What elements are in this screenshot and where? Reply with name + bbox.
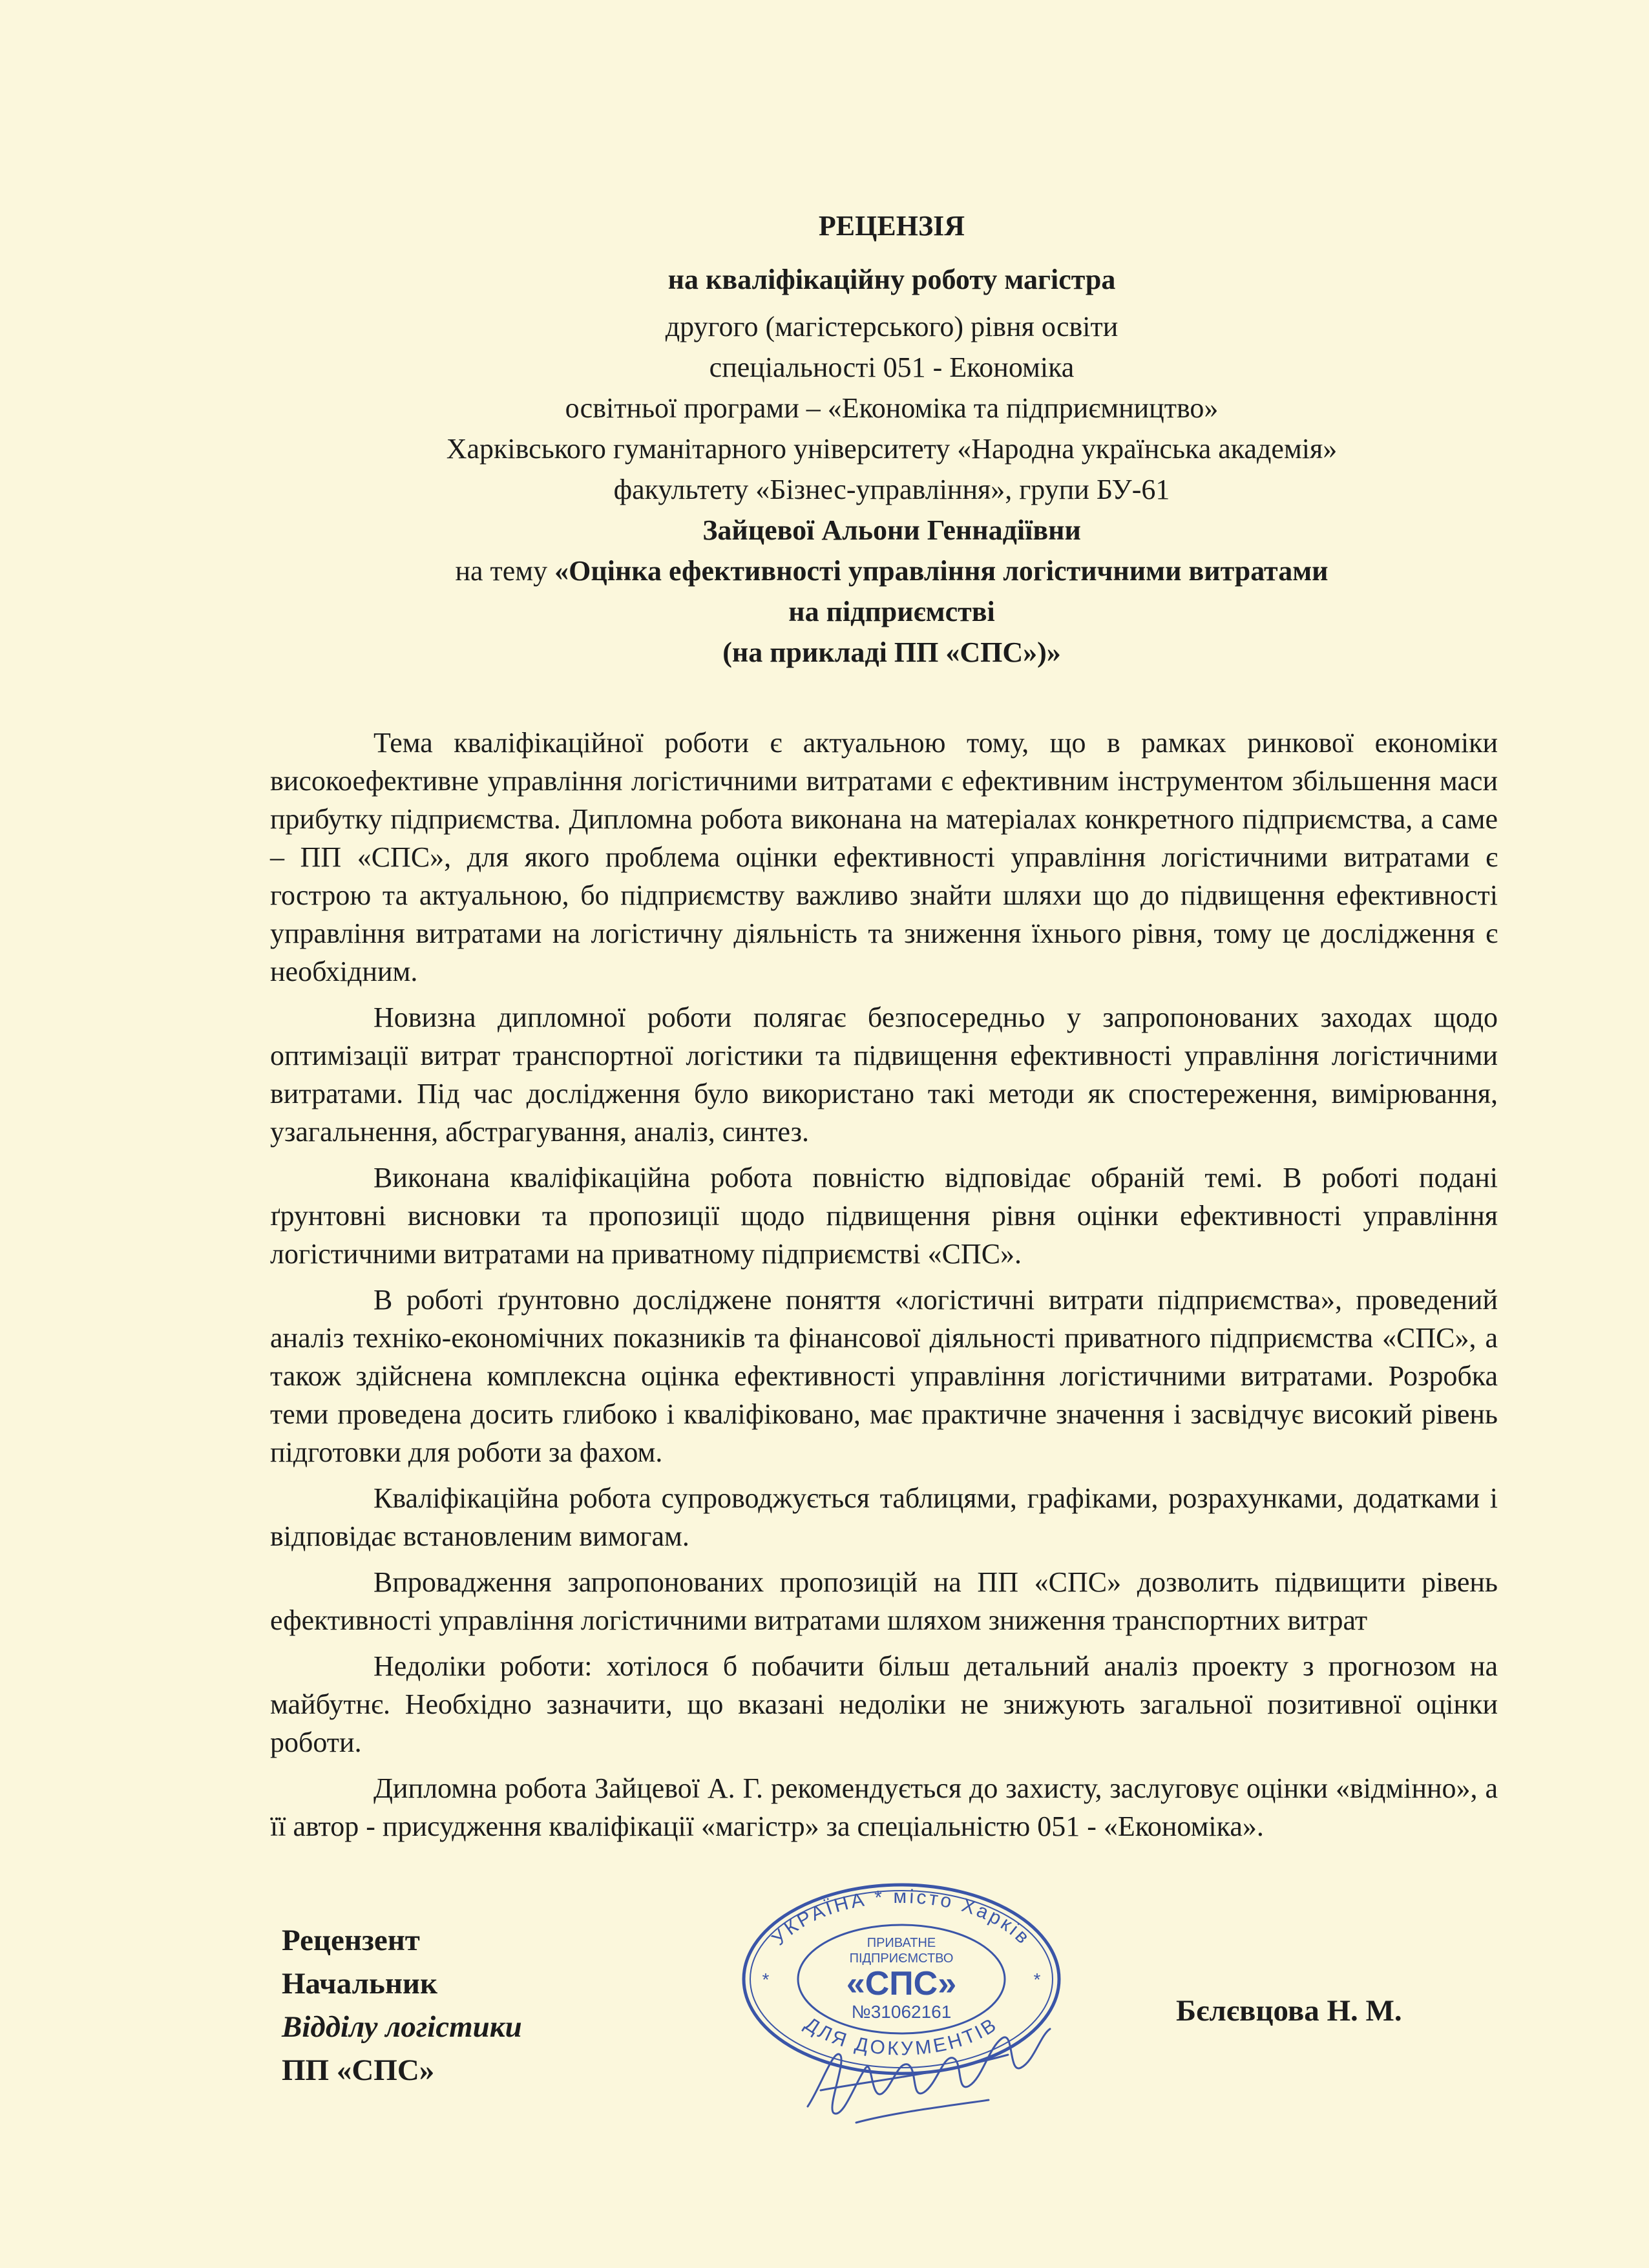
- header-line-faculty: факультету «Бізнес-управління», групи БУ-61: [613, 474, 1170, 505]
- paragraph-materials: Кваліфікаційна робота супроводжується таблицями, графіками, розрахунками, додатками і відповідає встановленим вимогам.: [270, 1482, 1498, 1552]
- paragraph-research: В роботі ґрунтовно досліджене поняття «логістичні витрати підприємства», проведений аналіз техніко-економічних показників та фінансової діяльності приватного підприємства «СПС», а також здійснена комплексна оцінка ефективності управління логістичними витратами. Розробка теми проведена досить глибоко і кваліфіковано, має практичне значення і засвідчує високий рівень підготовки для роботи за фахом.: [270, 1284, 1498, 1468]
- reviewer-role: Рецензент: [282, 1924, 420, 1957]
- stamp-inner-line-2: ПІДПРИЄМСТВО: [849, 1951, 954, 1966]
- stamp-center-text: «СПС»: [846, 1965, 957, 2002]
- topic-line-1: [246, 551, 1538, 591]
- student-name: Зайцевої Альони Геннадіївни: [702, 514, 1081, 546]
- stamp-outer-bottom-text: ДЛЯ ДОКУМЕНТІВ: [801, 2013, 1002, 2060]
- paragraph-compliance: Виконана кваліфікаційна робота повністю відповідає обраній темі. В роботі подані ґрунтовні висновки та пропозиції щодо підвищення рівня оцінки ефективності управління логістичними витратами на приватному підприємстві «СПС».: [270, 1162, 1498, 1270]
- paragraph-shortcomings: Недоліки роботи: хотілося б побачити більш детальний аналіз проекту з прогнозом на майбутнє. Необхідно зазначити, що вказані недоліки не знижують загальної позитивної оцінки роботи.: [270, 1650, 1498, 1758]
- stamp-inner-line-1: ПРИВАТНЕ: [867, 1936, 936, 1950]
- header-line-university: Харківського гуманітарного університету «Народна українська академія»: [446, 433, 1338, 465]
- stamp-outer-top-text: УКРАЇНА * місто Харків: [768, 1885, 1035, 1950]
- reviewer-department: Відділу логістики: [282, 2010, 522, 2044]
- reviewer-name: Бєлєвцова Н. М.: [1176, 1994, 1402, 2028]
- paragraph-implementation: Впровадження запропонованих пропозицій на ПП «СПС» дозволить підвищити рівень ефективності управління логістичними витратами шляхом зниження транспортних витрат: [270, 1566, 1498, 1636]
- paragraph-relevance: Тема кваліфікаційної роботи є актуальною тому, що в рамках ринкової економіки високоефективне управління логістичними витратами є ефективним інструментом збільшення маси прибутку підприємства. Дипломна робота виконана на матеріалах конкретного підприємства, а саме – ПП «СПС», для якого проблема оцінки ефективності управління логістичними витратами є гострою та актуальною, бо підприємству важливо знайти шляхи що до підвищення ефективності управління витратами на логістичну діяльність та зниження їхнього рівня, тому це дослідження є необхідним.: [270, 727, 1498, 987]
- topic-title-part-1: «Оцінка ефективності управління логістичними витратами: [554, 555, 1329, 587]
- stamp-code: №31062161: [851, 2002, 952, 2022]
- document-title: РЕЦЕНЗІЯ: [818, 210, 965, 242]
- document-header: [246, 205, 1538, 673]
- stamp-star-right-icon: *: [1033, 1969, 1041, 1990]
- reviewer-company: ПП «СПС»: [282, 2053, 435, 2087]
- topic-title-part-3: (на прикладі ПП «СПС»)»: [722, 636, 1061, 668]
- header-line-qualification: на кваліфікаційну роботу магістра: [667, 264, 1116, 295]
- review-body: [270, 724, 1498, 1853]
- reviewer-block: [282, 1919, 522, 2092]
- reviewer-position: Начальник: [282, 1967, 438, 2000]
- topic-title-part-2: на підприємстві: [788, 596, 995, 627]
- header-line-level: другого (магістерського) рівня освіти: [665, 311, 1119, 342]
- paragraph-novelty: Новизна дипломної роботи полягає безпосередньо у запропонованих заходах щодо оптимізації витрат транспортної логістики та підвищення ефективності управління логістичними витратами. Під час дослідження було використано такі методи як спостереження, вимірювання, узагальнення, абстрагування, аналіз, синтез.: [270, 1002, 1498, 1148]
- header-line-specialty: спеціальності 051 - Економіка: [709, 352, 1075, 383]
- paragraph-recommendation: Дипломна робота Зайцевої А. Г. рекомендується до захисту, заслуговує оцінки «відмінно», а її автор - присудження кваліфікації «магістр» за спеціальністю 051 - «Економіка».: [270, 1772, 1498, 1842]
- topic-prefix: на тему: [455, 555, 555, 587]
- header-line-program: освітньої програми – «Економіка та підприємництво»: [565, 392, 1219, 424]
- stamp-star-left-icon: *: [762, 1969, 770, 1990]
- handwritten-signature: [795, 2010, 1066, 2132]
